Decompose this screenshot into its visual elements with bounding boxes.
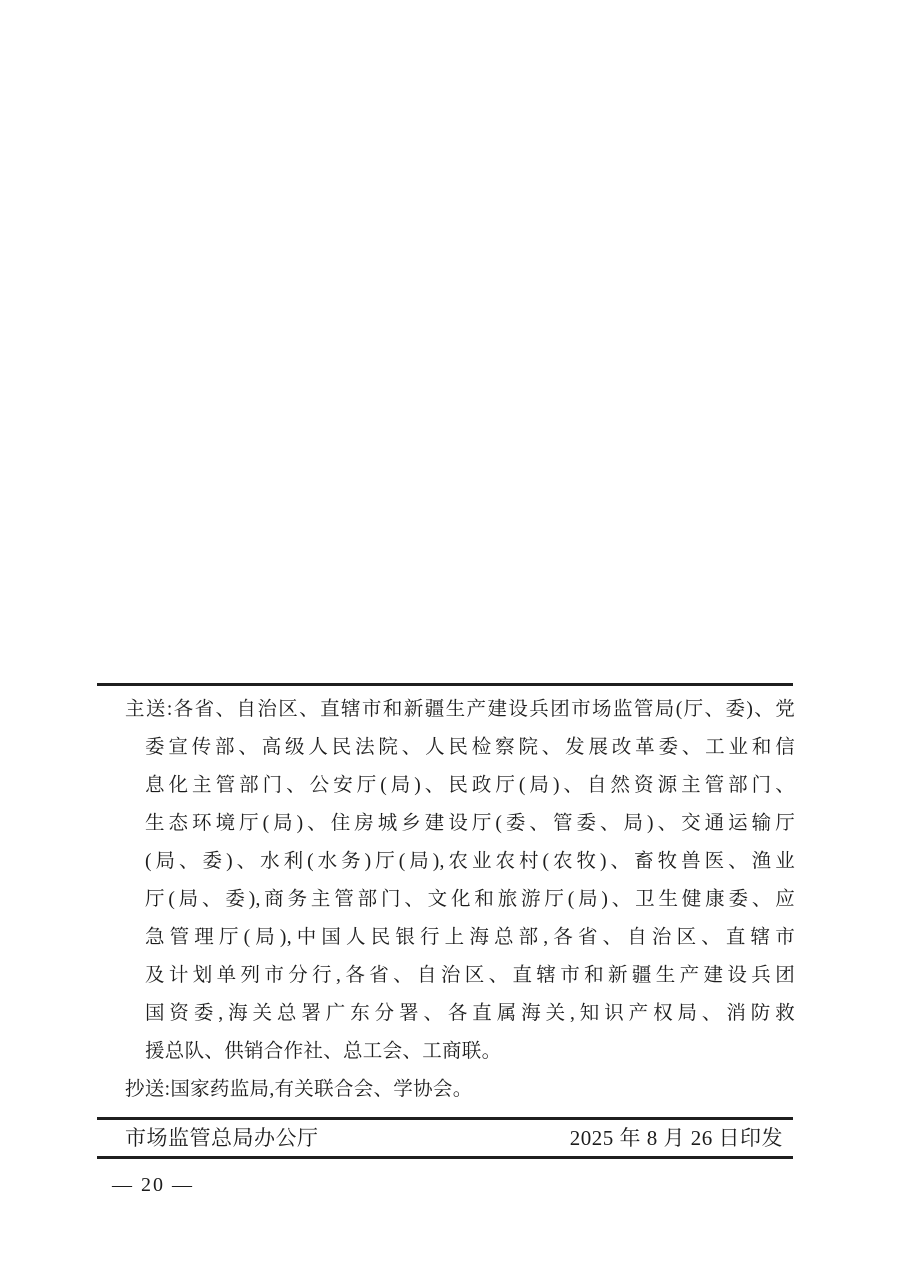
- main-recipients-label: 主送:: [125, 699, 173, 720]
- top-divider-rule: [97, 683, 793, 686]
- main-recipients-text: 各省、自治区、直辖市和新疆生产建设兵团市场监管局(厅、委)、党: [172, 699, 795, 720]
- main-recipients-line: 厅(局、委),商务主管部门、文化和旅游厅(局)、卫生健康委、应: [145, 889, 795, 910]
- page-number: — 20 —: [112, 1174, 194, 1196]
- print-date: 2025 年 8 月 26 日印发: [569, 1126, 783, 1150]
- main-recipients-line: 生态环境厅(局)、住房城乡建设厅(委、管委、局)、交通运输厅: [145, 813, 795, 834]
- footer-row: [125, 1122, 783, 1155]
- main-recipients-line: 委宣传部、高级人民法院、人民检察院、发展改革委、工业和信: [145, 737, 795, 758]
- main-recipients-line: (局、委)、水利(水务)厅(局),农业农村(农牧)、畜牧兽医、渔业: [145, 851, 795, 872]
- copy-recipients-text: 国家药监局,有关联合会、学协会。: [170, 1079, 473, 1100]
- copy-recipients-label: 抄送:: [125, 1079, 171, 1100]
- main-recipients-line: 援总队、供销合作社、总工会、工商联。: [145, 1041, 502, 1062]
- footer-top-rule: [97, 1117, 793, 1120]
- footer-bottom-rule: [97, 1156, 793, 1159]
- main-recipients-line: 国资委,海关总署广东分署、各直属海关,知识产权局、消防救: [145, 1003, 795, 1024]
- main-recipients-block: [125, 691, 795, 1071]
- main-recipients-line: 急管理厅(局),中国人民银行上海总部,各省、自治区、直辖市: [145, 927, 795, 948]
- copy-recipients-line: [125, 1071, 795, 1109]
- main-recipients-line: 及计划单列市分行,各省、自治区、直辖市和新疆生产建设兵团: [145, 965, 795, 986]
- main-recipients-line: [125, 691, 795, 729]
- main-recipients-line: 息化主管部门、公安厅(局)、民政厅(局)、自然资源主管部门、: [145, 775, 795, 796]
- issuing-office: 市场监管总局办公厅: [125, 1126, 319, 1150]
